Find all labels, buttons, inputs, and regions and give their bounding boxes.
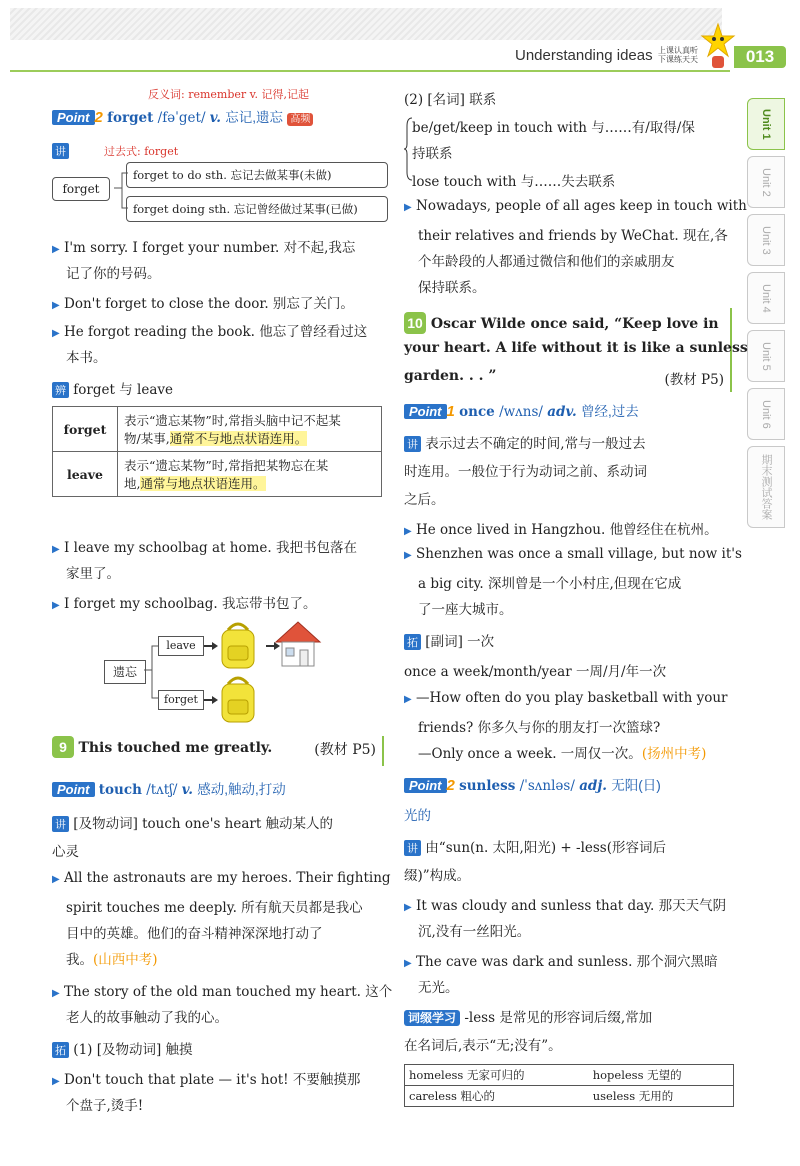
point-touch-heading: [52, 778, 286, 798]
meaning: 无阳(日): [611, 778, 661, 793]
tab-label: Unit 6: [760, 399, 772, 429]
example-2: ▶ Don't forget to close the door. 别忘了关门。: [52, 296, 354, 312]
right-column: [400, 0, 748, 1166]
unit-tabs: [747, 98, 785, 534]
tab-unit-5[interactable]: [747, 330, 785, 382]
example-text: Shenzhen was once a small village, but now it's: [416, 546, 742, 562]
jiang-tag: [52, 143, 69, 159]
phrase-1-cont: 持联系: [412, 146, 453, 162]
phonetic: /fəˈget/: [157, 110, 206, 126]
frequency-badge: 高频: [287, 113, 313, 126]
pos: adj.: [579, 778, 607, 794]
suffix-tag: 词缀学习: [404, 1010, 460, 1026]
table-cell: homeless 无家可归的: [405, 1065, 589, 1086]
tab-label: Unit 5: [760, 341, 772, 371]
meaning-cont: 光的: [404, 808, 431, 823]
suffix-text: -less 是常见的形容词后缀,常加: [464, 1010, 653, 1026]
sentence-number: 9: [52, 736, 74, 758]
point-badge: Point: [52, 110, 95, 125]
example-14: ▶ The cave was dark and sunless. 那个洞穴黑暗: [404, 954, 718, 970]
tab-label: 期末测试答案: [760, 454, 772, 520]
forget-leave-table: [52, 406, 382, 497]
example-text: All the astronauts are my heroes. Their fighting: [64, 870, 391, 886]
cell-text: 物/某事,: [124, 431, 170, 446]
example-4-cont: 家里了。: [66, 566, 120, 582]
point-sunless-heading: [404, 774, 661, 794]
tab-unit-1[interactable]: [747, 98, 785, 150]
cell-text: 表示“遗忘某物”时,常指把某物忘在某: [124, 458, 329, 473]
forget-to-do-box: forget to do sth. 忘记去做某事(未做): [126, 162, 388, 188]
example-10: ▶ He once lived in Hangzhou. 他曾经住在杭州。: [404, 522, 718, 538]
word: touch: [98, 782, 142, 798]
once-def-cont: 之后。: [404, 492, 445, 508]
phrase-1: be/get/keep in touch with 与……有/取得/保: [412, 120, 695, 136]
sentence-text: your heart. A life without it is like a sunless: [404, 340, 748, 356]
cell-text: 表示“遗忘某物”时,常指头脑中记不起某: [124, 413, 341, 428]
highlight-text: 通常与地点状语连用。: [140, 476, 266, 491]
once-def-cont: 时连用。一般位于行为动词之前、系动词: [404, 464, 647, 480]
source-label: (扬州中考): [641, 746, 707, 762]
past-tense-note: 过去式: forget: [104, 145, 179, 158]
textbook-ref: (教材 P5): [314, 742, 376, 758]
table-row: [405, 1065, 734, 1086]
tag: 讲: [404, 436, 421, 452]
point-badge: Point: [52, 782, 95, 797]
example-text: Don't touch that plate — it's hot! 不要触摸那: [64, 1072, 361, 1088]
sentence-text: Oscar Wilde once said, “Keep love in: [430, 316, 719, 332]
table-cell: leave: [53, 452, 118, 497]
once-phrase: once a week/month/year 一周/月/年一次: [404, 664, 667, 680]
diagram-center: 遗忘: [104, 660, 146, 684]
tag: 拓: [404, 634, 421, 650]
example-13: ▶ It was cloudy and sunless that day. 那天天气阴: [404, 898, 727, 914]
header-sub1: 上课认真听: [658, 46, 698, 55]
word: forget: [107, 110, 154, 126]
def-text: 表示过去不确定的时间,常与一般过去: [425, 436, 646, 452]
bian-heading: [52, 378, 173, 398]
tag: 辨: [52, 382, 69, 398]
example-12-end: [418, 742, 706, 762]
tab-unit-6[interactable]: [747, 388, 785, 440]
table-row: [405, 1086, 734, 1107]
example-text: —Only once a week. 一周仅一次。: [418, 746, 642, 762]
tag: 讲: [404, 840, 421, 856]
tag: 讲: [52, 816, 69, 832]
once-def: [404, 432, 646, 452]
table-cell: [118, 452, 382, 497]
once-ext: [404, 630, 494, 650]
tab-label: Unit 2: [760, 167, 772, 197]
sunless-def: [404, 836, 666, 856]
highlight-text: 通常不与地点状语连用。: [169, 431, 308, 446]
example-8-cont: 个盘子,烫手!: [66, 1098, 144, 1114]
example-9-cont: their relatives and friends by WeChat. 现在,各: [418, 228, 728, 244]
sentence-number: 10: [404, 312, 426, 334]
example-text: It was cloudy and sunless that day. 那天天气阴: [416, 898, 727, 914]
point-once-heading: [404, 400, 639, 420]
ext-text: [副词] 一次: [425, 634, 495, 650]
antonym-note: 反义词: remember v. 记得,记起: [148, 88, 310, 101]
source-label: (山西中考): [93, 952, 158, 968]
table-cell: useless 无用的: [589, 1086, 734, 1107]
meaning: 曾经,过去: [580, 404, 639, 419]
touch-ext: [52, 1038, 193, 1058]
header-sub2: 下课练天天: [658, 55, 698, 64]
example-7-cont: 老人的故事触动了我的心。: [66, 1010, 228, 1026]
example-14-cont: 无光。: [418, 980, 459, 996]
pos: v.: [181, 782, 193, 798]
example-text: Don't forget to close the door. 别忘了关门。: [64, 296, 354, 312]
schoolbag-icon: [216, 618, 260, 672]
tab-unit-2[interactable]: [747, 156, 785, 208]
meaning: 忘记,遗忘: [225, 110, 284, 125]
example-13-cont: 沉,没有一丝阳光。: [418, 924, 531, 940]
example-6-end: [66, 948, 158, 968]
example-9: ▶ Nowadays, people of all ages keep in touch with: [404, 198, 747, 214]
schoolbag-icon: [216, 672, 260, 726]
example-4: ▶ I leave my schoolbag at home. 我把书包落在: [52, 540, 357, 556]
sentence-text: This touched me greatly.: [78, 740, 273, 756]
diagram-forget: forget: [158, 690, 204, 710]
example-6-cont: spirit touches me deeply. 所有航天员都是我心: [66, 900, 363, 916]
example-text: He forgot reading the book. 他忘了曾经看过这: [64, 324, 368, 340]
header-title: Understanding ideas: [515, 47, 653, 64]
example-1: ▶ I'm sorry. I forget your number. 对不起,我忘: [52, 240, 356, 256]
house-icon: [272, 618, 324, 670]
example-3-cont: 本书。: [66, 350, 107, 366]
forget-doing-box: forget doing sth. 忘记曾经做过某事(已做): [126, 196, 388, 222]
point-number: 2: [94, 109, 103, 126]
example-9-cont: 个年龄段的人都通过微信和他们的亲戚朋友: [418, 254, 675, 270]
example-7: ▶ The story of the old man touched my heart. 这个: [52, 984, 393, 1000]
table-cell: forget: [53, 407, 118, 452]
example-3: ▶ He forgot reading the book. 他忘了曾经看过这: [52, 324, 368, 340]
sentence-line: [404, 312, 719, 334]
diagram-leave: leave: [158, 636, 204, 656]
def-text: [及物动词] touch one's heart 触动某人的: [73, 816, 334, 832]
example-text: —How often do you play basketball with your: [416, 690, 728, 706]
touch-def-cont: 心灵: [52, 844, 79, 860]
word: once: [459, 404, 495, 420]
tab-unit-3[interactable]: [747, 214, 785, 266]
example-11: ▶ Shenzhen was once a small village, but now it's: [404, 546, 742, 562]
table-cell: careless 粗心的: [405, 1086, 589, 1107]
suffix-words-table: [404, 1064, 734, 1107]
suffix-text-cont: 在名词后,表示“无;没有”。: [404, 1038, 562, 1054]
example-11-cont: 了一座大城市。: [418, 602, 513, 618]
cell-text: 地,: [124, 476, 141, 491]
point-badge: Point: [404, 404, 447, 419]
example-11-cont: a big city. 深圳曾是一个小村庄,但现在它成: [418, 576, 682, 592]
textbook-ref: (教材 P5): [664, 372, 724, 388]
tag: 讲: [52, 143, 69, 159]
tab-label: Unit 3: [760, 225, 772, 255]
page-number: 013: [734, 46, 786, 68]
ext-text: (1) [及物动词] 触摸: [73, 1042, 193, 1058]
table-row: [53, 407, 382, 452]
suffix-note: [404, 1006, 652, 1026]
tab-label: Unit 4: [760, 283, 772, 313]
example-6-cont: 目中的英雄。他们的奋斗精神深深地打动了: [66, 926, 323, 942]
example-text: He once lived in Hangzhou. 他曾经住在杭州。: [416, 522, 718, 538]
example-9-cont: 保持联系。: [418, 280, 486, 296]
phonetic: /wʌns/: [499, 404, 543, 420]
table-row: [53, 452, 382, 497]
example-text: The story of the old man touched my heart. 这个: [64, 984, 393, 1000]
example-1-cont: 记了你的号码。: [66, 266, 161, 282]
sentence-10: [404, 308, 748, 392]
word: sunless: [459, 778, 516, 794]
table-cell: [118, 407, 382, 452]
example-text: 我。: [66, 952, 93, 968]
pos: adv.: [547, 404, 577, 420]
example-8: ▶ Don't touch that plate — it's hot! 不要触摸那: [52, 1072, 361, 1088]
sunless-def-cont: 缀)”构成。: [404, 868, 471, 884]
tab-unit-4[interactable]: [747, 272, 785, 324]
example-5: ▶ I forget my schoolbag. 我忘带书包了。: [52, 596, 317, 612]
tag: 拓: [52, 1042, 69, 1058]
example-text: Nowadays, people of all ages keep in touch with: [416, 198, 747, 214]
example-12-cont: friends? 你多久与你的朋友打一次篮球?: [418, 720, 661, 736]
bian-title: forget 与 leave: [73, 382, 173, 398]
example-text: I forget my schoolbag. 我忘带书包了。: [64, 596, 317, 612]
def-text: 由“sun(n. 太阳,阳光) + -less(形容词后: [425, 840, 667, 856]
point-badge: Point: [404, 778, 447, 793]
point-number: 1: [446, 403, 455, 420]
point2-forget-heading: [52, 106, 313, 126]
touch-def: [52, 812, 333, 832]
noun-heading: (2) [名词] 联系: [404, 92, 497, 108]
example-text: I'm sorry. I forget your number. 对不起,我忘: [64, 240, 356, 256]
table-cell: hopeless 无望的: [589, 1065, 734, 1086]
pos: v.: [209, 110, 221, 126]
example-text: The cave was dark and sunless. 那个洞穴黑暗: [416, 954, 718, 970]
phrase-2: lose touch with 与……失去联系: [412, 174, 616, 190]
tab-answers[interactable]: [747, 446, 785, 528]
forget-node: forget: [52, 177, 110, 201]
meaning: 感动,触动,打动: [197, 782, 286, 797]
phonetic: /tʌtʃ/: [146, 782, 178, 798]
point-number: 2: [446, 777, 455, 794]
tab-label: Unit 1: [760, 108, 772, 140]
example-text: I leave my schoolbag at home. 我把书包落在: [64, 540, 357, 556]
sentence-9: [52, 736, 384, 766]
phonetic: /ˈsʌnləs/: [519, 778, 575, 794]
example-6: ▶ All the astronauts are my heroes. Their fighting: [52, 870, 391, 886]
example-12: ▶ —How often do you play basketball with your: [404, 690, 728, 706]
sentence-text: garden. . . ”: [404, 368, 497, 384]
